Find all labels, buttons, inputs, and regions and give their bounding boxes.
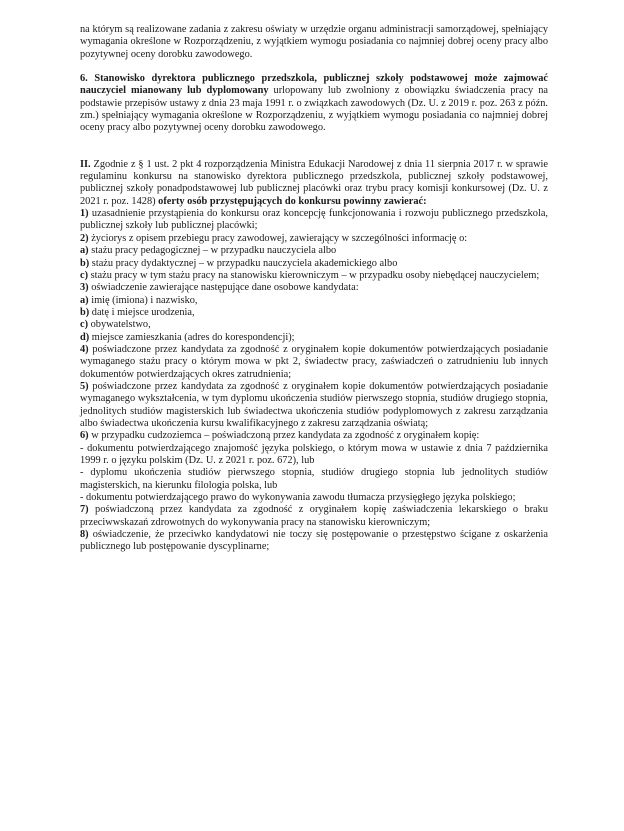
item-marker: c): [80, 319, 89, 331]
item-marker: c): [80, 269, 89, 281]
section-6-heading: 6. Stanowisko dyrektora publicznego przedszkola, publicznej szkoły podstawowej może zajmować nauczyciel mianowany lub dyplomowany: [80, 73, 548, 97]
section-6-paragraph: [80, 73, 548, 135]
list-item: [80, 208, 548, 233]
item-marker: d): [80, 331, 90, 343]
list-item: [80, 233, 548, 245]
item-marker: 5): [80, 380, 89, 392]
item-text: poświadczone przez kandydata za zgodność z oryginałem kopie dokumentów potwierdzających posiadanie wymaganego wykształcenia, w tym dyplomu ukończenia studiów pierwszego stopnia, studiów drugiego stopnia, jednolitych studiów magisterskich lub świadectwa ukończenia studiów podyplomowych z zakresu zarządzania albo świadectwa ukończenia kursu kwalifikacyjnego z zakresu zarządzania oświatą;: [80, 380, 548, 429]
item-text: imię (imiona) i nazwisko,: [88, 294, 198, 306]
item-marker: 2): [80, 232, 89, 244]
item-text: - dokumentu potwierdzającego prawo do wykonywania zawodu tłumacza przysięgłego języka polskiego;: [80, 492, 516, 504]
section-II-heading: oferty osób przystępujących do konkursu powinny zawierać:: [158, 195, 427, 207]
list-item: [80, 492, 548, 504]
item-text: stażu pracy pedagogicznej – w przypadku nauczyciela albo: [88, 245, 337, 257]
list-item: [80, 282, 548, 294]
item-marker: 4): [80, 343, 89, 355]
list-item: [80, 467, 548, 492]
list-item: [80, 443, 548, 468]
item-text: stażu pracy w tym stażu pracy na stanowisku kierowniczym – w przypadku osoby niebędącej nauczycielem;: [88, 269, 540, 281]
list-item: [80, 270, 548, 282]
item-marker: 6): [80, 430, 89, 442]
document-body: [80, 24, 548, 554]
item-text: uzasadnienie przystąpienia do konkursu oraz koncepcję funkcjonowania i rozwoju publicznego przedszkola, publicznej szkoły lub publicznej placówki;: [80, 208, 548, 232]
item-marker: b): [80, 257, 90, 269]
section-II-text: Zgodnie z § 1 ust. 2 pkt 4 rozporządzenia Ministra Edukacji Narodowej z dnia 11 sierpnia 2017 r. w sprawie regulaminu konkursu na stanowisko dyrektora publicznego przedszkola, publicznej szkoły podstawowej, publicznej szkoły ponadpodstawowej lub publicznej placówki oraz trybu pracy komisji konkursowej (Dz. U. z 2021 r. poz. 1428): [80, 158, 548, 207]
item-marker: b): [80, 306, 90, 318]
item-text: - dokumentu potwierdzającego znajomość języka polskiego, o którym mowa w ustawie z dnia 7 października 1999 r. o języku polskim (Dz. U. z 2021 r. poz. 672), lub: [80, 442, 548, 466]
item-text: miejsce zamieszkania (adres do korespondencji);: [89, 331, 295, 343]
item-text: poświadczone przez kandydata za zgodność z oryginałem kopie dokumentów potwierdzających posiadanie wymaganego stażu pracy o którym mowa w pkt 2, świadectw pracy, zaświadczeń o zatrudnieniu lub innych dokumentów potwierdzających okres zatrudnienia;: [80, 343, 548, 380]
item-marker: a): [80, 245, 89, 257]
item-marker: 1): [80, 208, 89, 220]
item-marker: 8): [80, 529, 89, 541]
item-text: życiorys z opisem przebiegu pracy zawodowej, zawierający w szczególności informację o:: [88, 232, 468, 244]
item-text: - dyplomu ukończenia studiów pierwszego stopnia, studiów drugiego stopnia lub jednolitych studiów magisterskich, na kierunku filologia polska, lub: [80, 467, 548, 491]
list-item: [80, 344, 548, 381]
item-text: datę i miejsce urodzenia,: [89, 306, 195, 318]
section-6-text: urlopowany lub zwolniony z obowiązku świadczenia pracy na podstawie przepisów ustawy z dnia 23 maja 1991 r. o związkach zawodowych (Dz. U. z 2019 r. poz. 263 z późn. zm.) spełniający wymagania określone w Rozporządzeniu, z wyjątkiem wymogu posiadania co najmniej dobrej oceny pracy albo pozytywnej oceny dorobku zawodowego.: [80, 85, 548, 134]
item-text: w przypadku cudzoziemca – poświadczoną przez kandydata za zgodność z oryginałem kopię:: [88, 430, 480, 442]
item-text: obywatelstwo,: [88, 319, 151, 331]
item-marker: 7): [80, 504, 89, 516]
list-item: [80, 319, 548, 331]
item-text: oświadczenie, że przeciwko kandydatowi nie toczy się postępowanie o przestępstwo ścigane z oskarżenia publicznego lub postępowanie dyscyplinarne;: [80, 529, 548, 553]
list-item: [80, 381, 548, 430]
list-item: [80, 529, 548, 554]
requirements-list: [80, 208, 548, 554]
intro-paragraph: na którym są realizowane zadania z zakresu oświaty w urzędzie organu administracji samorządowej, spełniający wymagania określone w Rozporządzeniu, z wyjątkiem wymogu posiadania co najmniej dobrej oceny pracy albo pozytywnej oceny dorobku zawodowego.: [80, 24, 548, 60]
item-text: stażu pracy dydaktycznej – w przypadku nauczyciela akademickiego albo: [89, 257, 398, 269]
list-item: [80, 245, 548, 257]
list-item: [80, 504, 548, 529]
section-II-paragraph: [80, 159, 548, 208]
item-marker: 3): [80, 282, 89, 294]
list-item: [80, 258, 548, 270]
section-II-number: II.: [80, 158, 91, 170]
list-item: [80, 307, 548, 319]
list-item: [80, 295, 548, 307]
list-item: [80, 332, 548, 344]
item-marker: a): [80, 294, 89, 306]
item-text: poświadczoną przez kandydata za zgodność z oryginałem kopię zaświadczenia lekarskiego o braku przeciwwskazań zdrowotnych do wykonywania pracy na stanowisku kierowniczym;: [80, 504, 548, 528]
item-text: oświadczenie zawierające następujące dane osobowe kandydata:: [88, 282, 359, 294]
list-item: [80, 430, 548, 442]
